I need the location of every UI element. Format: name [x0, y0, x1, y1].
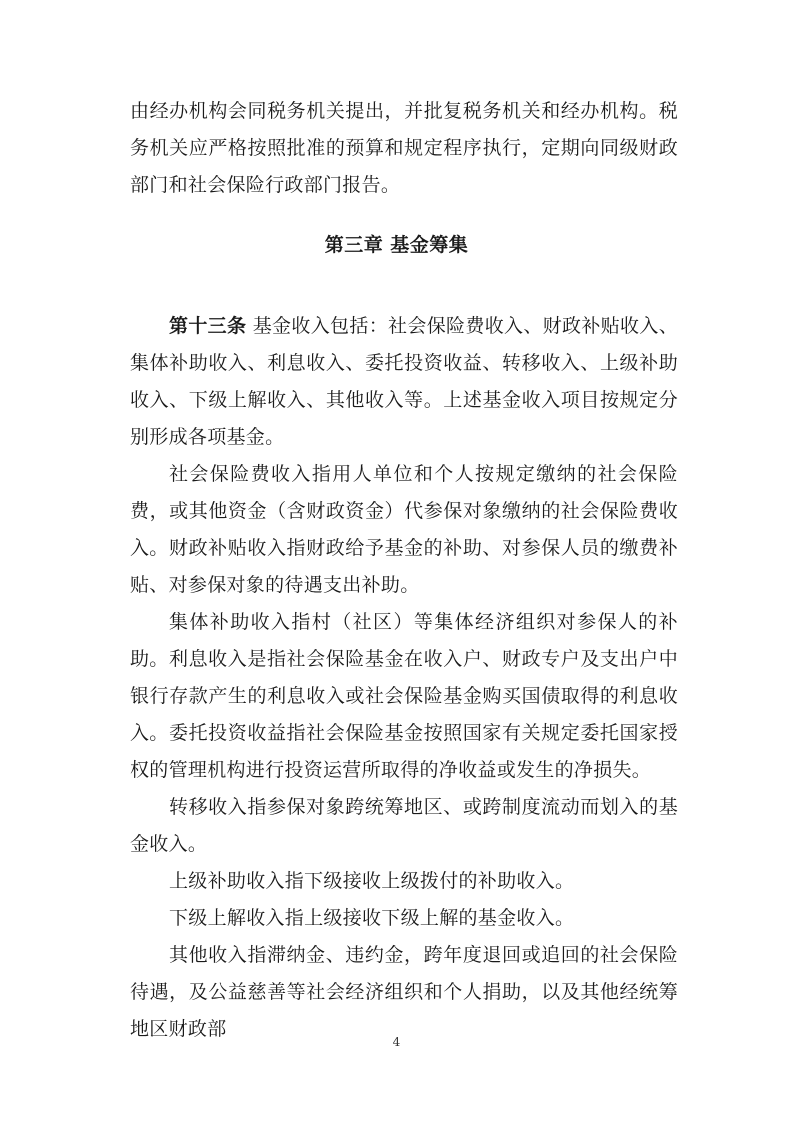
intro-paragraph: 由经办机构会同税务机关提出，并批复税务机关和经办机构。税务机关应严格按照批准的预算和规定程序执行，定期向同级财政部门和社会保险行政部门报告。 [130, 100, 678, 196]
paragraph-subordinate-remittance: 下级上解收入指上级接收下级上解的基金收入。 [169, 907, 575, 929]
page-number: 4 [392, 1035, 401, 1049]
paragraph-other-income: 其他收入指滞纳金、违约金，跨年度退回或追回的社会保险待遇，及公益慈善等社会经济组织和个人捐助，以及其他经统筹地区财政部 [130, 944, 678, 1040]
chapter-title: 第三章 基金筹集 [324, 234, 469, 256]
paragraph-transfer-income: 转移收入指参保对象跨统筹地区、或跨制度流动而划入的基金收入。 [130, 796, 678, 855]
paragraph-fiscal-subsidy: 财政补贴收入指财政给予基金的补助、对参保人员的缴费补贴、对参保对象的待遇支出补助。 [130, 537, 678, 596]
paragraph-superior-subsidy: 上级补助收入指下级接收上级拨付的补助收入。 [169, 870, 575, 892]
article-text: 基金收入包括：社会保险费收入、财政补贴收入、集体补助收入、利息收入、委托投资收益、转移收入、上级补助收入、下级上解收入、其他收入等。上述基金收入项目按规定分别形成各项基金。 [130, 315, 678, 448]
paragraph-collective-subsidy: 集体补助收入指村（社区）等集体经济组织对参保人的补助。 [130, 611, 678, 670]
paragraph-investment-income: 委托投资收益指社会保险基金按照国家有关规定委托国家授权的管理机构进行投资运营所取得的净收益或发生的净损失。 [130, 722, 678, 781]
article-13-paragraph [130, 308, 678, 456]
paragraph-interest-income: 利息收入是指社会保险基金在收入户、财政专户及支出户中银行存款产生的利息收入或社会保险基金购买国债取得的利息收入。 [130, 648, 678, 744]
paragraph-social-insurance-fee: 社会保险费收入指用人单位和个人按规定缴纳的社会保险费，或其他资金（含财政资金）代参保对象缴纳的社会保险费收入。 [130, 463, 678, 559]
article-heading: 第十三条 [169, 315, 247, 337]
